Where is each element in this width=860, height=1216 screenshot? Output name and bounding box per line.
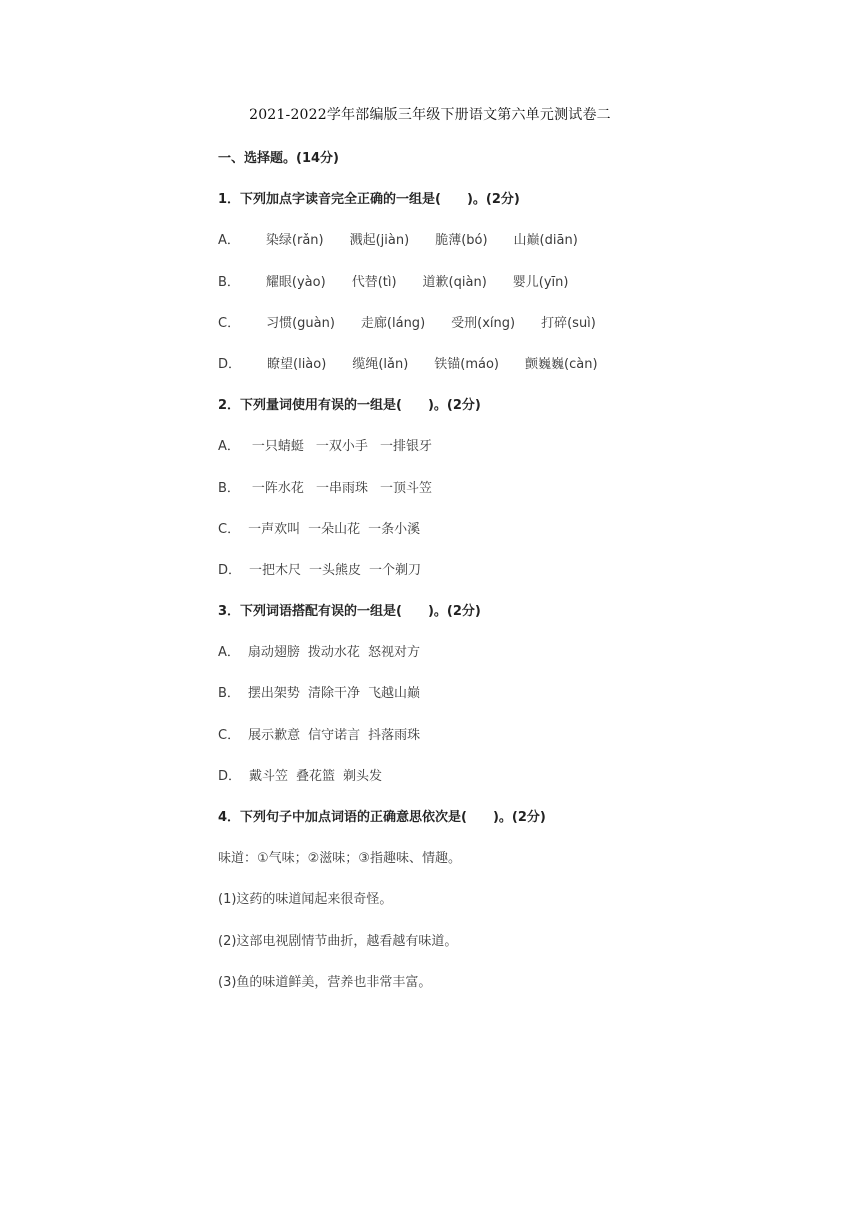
option-item: 颤巍巍(càn) — [525, 356, 598, 372]
q4-sentence-3: (3)鱼的味道鲜美，营养也非常丰富。 — [218, 974, 432, 990]
option-item: 山巅(diān) — [513, 233, 578, 249]
q1-option-b — [218, 262, 638, 303]
option-item: 拨动水花 — [307, 645, 360, 661]
option-item: 展示歉意 — [248, 727, 301, 743]
option-label: B． — [218, 480, 240, 496]
option-item: 道歉(qiàn) — [422, 274, 487, 290]
option-item: 溅起(jiàn) — [349, 233, 410, 249]
page-title: 2021-2022学年部编版三年级下册语文第六单元测试卷二 — [249, 107, 611, 123]
question-2-stem: 2．下列量词使用有误的一组是( )。(2分) — [218, 398, 481, 414]
option-item: 代替(tì) — [351, 274, 397, 290]
question-content — [218, 138, 638, 1003]
option-item: 一排银牙 — [379, 439, 432, 455]
q4-definition: 味道：①气味；②滋味；③指趣味、情趣。 — [218, 851, 461, 867]
option-item: 婴儿(yīn) — [512, 274, 569, 290]
option-item: 耀眼(yào) — [265, 274, 326, 290]
option-label: D． — [218, 562, 242, 578]
option-item: 清除干净 — [307, 686, 360, 702]
option-item: 扇动翅膀 — [247, 645, 300, 661]
option-item: 瞭望(liào) — [267, 356, 327, 372]
option-item: 受刑(xíng) — [451, 315, 516, 331]
question-3-stem: 3．下列词语搭配有误的一组是( )。(2分) — [218, 604, 481, 620]
option-item: 走廊(láng) — [360, 315, 426, 331]
question-4-stem: 4．下列句子中加点词语的正确意思依次是( )。(2分) — [218, 810, 546, 825]
section-heading: 一、选择题。(14分) — [218, 151, 339, 166]
option-label: D． — [218, 768, 242, 784]
option-item: 打碎(suì) — [541, 315, 596, 331]
option-item: 染绿(rǎn) — [265, 233, 324, 249]
q1-option-c — [218, 303, 638, 344]
option-item: 一朵山花 — [308, 521, 361, 537]
option-item: 一双小手 — [315, 439, 368, 455]
option-label: B． — [218, 686, 240, 702]
q1-option-a — [218, 220, 638, 261]
option-item: 一把木尺 — [249, 562, 302, 578]
option-item: 怒视对方 — [367, 645, 420, 661]
option-item: 一顶斗笠 — [379, 480, 432, 496]
option-label: B． — [218, 274, 240, 290]
option-item: 剃头发 — [343, 768, 383, 784]
q3-option-b — [218, 673, 638, 714]
question-1-stem: 1．下列加点字读音完全正确的一组是( )。(2分) — [218, 192, 520, 208]
q4-sentence-1: (1)这药的味道闻起来很奇怪。 — [218, 892, 393, 908]
option-item: 缆绳(lǎn) — [352, 356, 409, 372]
option-item: 摆出架势 — [247, 686, 300, 702]
option-item: 一声欢叫 — [248, 521, 301, 537]
q2-option-a — [218, 426, 638, 467]
q2-option-d — [218, 550, 638, 591]
option-item: 戴斗笠 — [249, 768, 289, 784]
q3-option-c — [218, 715, 638, 756]
option-label: A． — [218, 233, 240, 249]
option-label: C． — [218, 315, 241, 331]
q2-option-c — [218, 509, 638, 550]
q4-sentence-2: (2)这部电视剧情节曲折，越看越有味道。 — [218, 933, 458, 949]
option-item: 习惯(guàn) — [266, 315, 335, 331]
option-label: C． — [218, 521, 241, 537]
option-item: 一个剃刀 — [369, 562, 422, 578]
q1-option-d — [218, 344, 638, 385]
option-item: 一阵水花 — [251, 480, 304, 496]
option-label: A． — [218, 645, 240, 661]
option-label: C． — [218, 727, 241, 743]
option-item: 一只蜻蜓 — [251, 439, 304, 455]
option-item: 抖落雨珠 — [368, 727, 421, 743]
option-item: 脆薄(bó) — [435, 233, 488, 249]
option-label: D． — [218, 356, 242, 372]
option-item: 一头熊皮 — [309, 562, 362, 578]
option-label: A． — [218, 439, 240, 455]
q3-option-a — [218, 632, 638, 673]
option-item: 飞越山巅 — [367, 686, 420, 702]
option-item: 叠花篮 — [296, 768, 336, 784]
option-item: 铁锚(máo) — [434, 356, 500, 372]
q3-option-d — [218, 756, 638, 797]
q2-option-b — [218, 468, 638, 509]
option-item: 一串雨珠 — [315, 480, 368, 496]
option-item: 一条小溪 — [368, 521, 421, 537]
option-item: 信守诺言 — [308, 727, 361, 743]
